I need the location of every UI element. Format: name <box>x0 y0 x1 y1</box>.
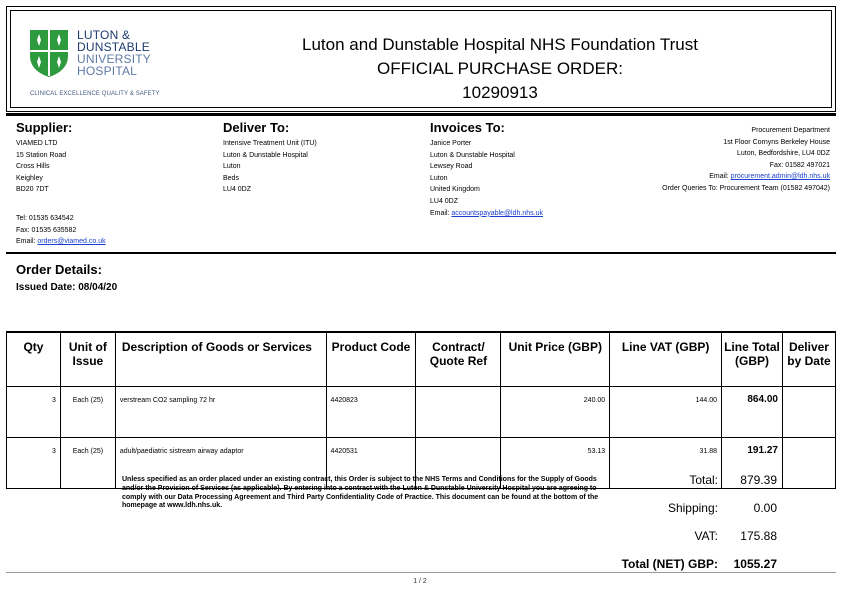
deliver-to-heading: Deliver To: <box>223 120 290 135</box>
cell-description: adult/paediatric sistream airway adaptor <box>115 438 326 489</box>
supplier-tel: Tel: 01535 634542 <box>16 214 74 222</box>
logo-line-4: HOSPITAL <box>77 64 138 78</box>
supplier-line: Keighley <box>16 174 43 182</box>
col-contract-ref: Contract/ Quote Ref <box>416 332 501 387</box>
invoice-line: Lewsey Road <box>430 163 473 171</box>
supplier-fax: Fax: 01535 635582 <box>16 226 77 234</box>
page-number: 1 / 2 <box>413 578 427 585</box>
col-unit-of-issue: Unit of Issue <box>60 332 115 387</box>
procurement-email-label: Email: <box>709 173 731 181</box>
cell-line-vat: 31.88 <box>610 438 722 489</box>
order-queries: Order Queries To: Procurement Team (01582 497042) <box>662 184 830 192</box>
cell-deliver-by <box>782 387 835 438</box>
cell-unit-price: 240.00 <box>501 387 610 438</box>
procurement-line: Fax: 01582 497021 <box>769 161 830 169</box>
total-label: Total: <box>689 473 718 487</box>
cell-product-code: 4420531 <box>326 438 416 489</box>
col-product-code: Product Code <box>326 332 416 387</box>
cell-qty: 3 <box>7 387 61 438</box>
shipping-value: 0.00 <box>753 501 777 515</box>
supplier-line: VIAMED LTD <box>16 140 58 147</box>
invoice-line: United Kingdom <box>430 186 480 194</box>
supplier-line: Cross Hills <box>16 163 50 171</box>
logo-line-2: DUNSTABLE <box>77 40 150 54</box>
col-qty: Qty <box>7 332 61 387</box>
supplier-email-label: Email: <box>16 238 38 246</box>
procurement-email-link[interactable]: procurement.admin@ldh.nhs.uk <box>730 173 830 181</box>
deliver-line: Luton <box>223 163 241 171</box>
cell-qty: 3 <box>7 438 61 489</box>
net-total-label: Total (NET) GBP: <box>621 557 718 571</box>
invoice-email-link[interactable]: accountspayable@ldh.nhs.uk <box>451 209 543 217</box>
procurement-line: Luton, Bedfordshire, LU4 0DZ <box>737 150 830 158</box>
deliver-to-block <box>223 120 413 196</box>
supplier-block <box>16 120 206 248</box>
cell-product-code: 4420823 <box>326 387 416 438</box>
table-row <box>7 387 836 438</box>
invoice-line: Luton & Dunstable Hospital <box>430 151 515 159</box>
invoice-email-label: Email: <box>430 209 452 217</box>
col-line-total: Line Total (GBP) <box>722 332 783 387</box>
section-divider <box>6 252 836 254</box>
col-unit-price: Unit Price (GBP) <box>501 332 610 387</box>
header-divider <box>6 113 836 116</box>
net-total-value: 1055.27 <box>733 557 777 571</box>
deliver-line: LU4 0DZ <box>223 186 252 194</box>
supplier-email-link[interactable]: orders@viamed.co.uk <box>37 238 106 246</box>
deliver-line: Luton & Dunstable Hospital <box>223 151 308 159</box>
shipping-label: Shipping: <box>667 501 718 515</box>
invoice-line: Janice Porter <box>430 140 472 147</box>
invoices-to-heading: Invoices To: <box>430 120 505 135</box>
vat-value: 175.88 <box>740 529 777 543</box>
vat-label: VAT: <box>694 529 718 543</box>
total-value: 879.39 <box>740 473 777 487</box>
invoices-to-block <box>430 120 620 219</box>
document-title: OFFICIAL PURCHASE ORDER: <box>377 59 623 78</box>
cell-unit: Each (25) <box>60 387 115 438</box>
deliver-line: Beds <box>223 174 239 182</box>
footer-divider <box>6 572 836 573</box>
cell-line-vat: 144.00 <box>610 387 722 438</box>
table-header-row <box>7 332 836 387</box>
issued-date: Issued Date: 08/04/20 <box>16 282 118 293</box>
col-line-vat: Line VAT (GBP) <box>610 332 722 387</box>
supplier-line: 15 Station Road <box>16 151 67 159</box>
col-deliver-by: Deliver by Date <box>782 332 835 387</box>
cell-unit: Each (25) <box>60 438 115 489</box>
procurement-line: 1st Floor Cornyns Berkeley House <box>723 138 830 146</box>
deliver-line: Intensive Treatment Unit (ITU) <box>223 140 317 147</box>
logo-line-3: UNIVERSITY <box>77 52 152 66</box>
supplier-heading: Supplier: <box>16 120 73 135</box>
logo-line-1: LUTON & <box>77 28 131 42</box>
invoice-line: Luton <box>430 174 448 182</box>
cell-line-total: 864.00 <box>722 387 783 438</box>
order-details-heading: Order Details: <box>16 262 102 277</box>
order-number: 10290913 <box>462 83 538 102</box>
shield-logo-icon <box>28 28 70 78</box>
cell-unit-price: 53.13 <box>501 438 610 489</box>
cell-contract <box>416 387 501 438</box>
col-description: Description of Goods or Services <box>115 332 326 387</box>
cell-line-total: 191.27 <box>722 438 783 489</box>
trust-name: Luton and Dunstable Hospital NHS Foundation Trust <box>302 35 698 54</box>
invoice-line: LU4 0DZ <box>430 197 459 205</box>
cell-description: verstream CO2 sampling 72 hr <box>115 387 326 438</box>
logo-tagline: CLINICAL EXCELLENCE QUALITY & SAFETY <box>30 91 160 97</box>
terms-and-conditions: Unless specified as an order placed under an existing contract, this Order is subject to the NHS Terms and Conditions for the Supply of Goods and/or the Provision of Services (as applicable). By entering into a contract with the Luton & Dunstable University Hospital you are agreeing to comply with our Data Processing Agreement and Third Party Confidentiality Code of Practice. This document can be found at the bottom of the homepage at www.ldh.nhs.uk. <box>122 476 599 510</box>
supplier-line: BD20 7DT <box>16 186 49 194</box>
cell-deliver-by <box>782 438 835 489</box>
hospital-logo <box>28 28 168 82</box>
procurement-line: Procurement Department <box>751 127 830 134</box>
order-items-table <box>6 331 836 489</box>
procurement-block <box>600 125 830 195</box>
